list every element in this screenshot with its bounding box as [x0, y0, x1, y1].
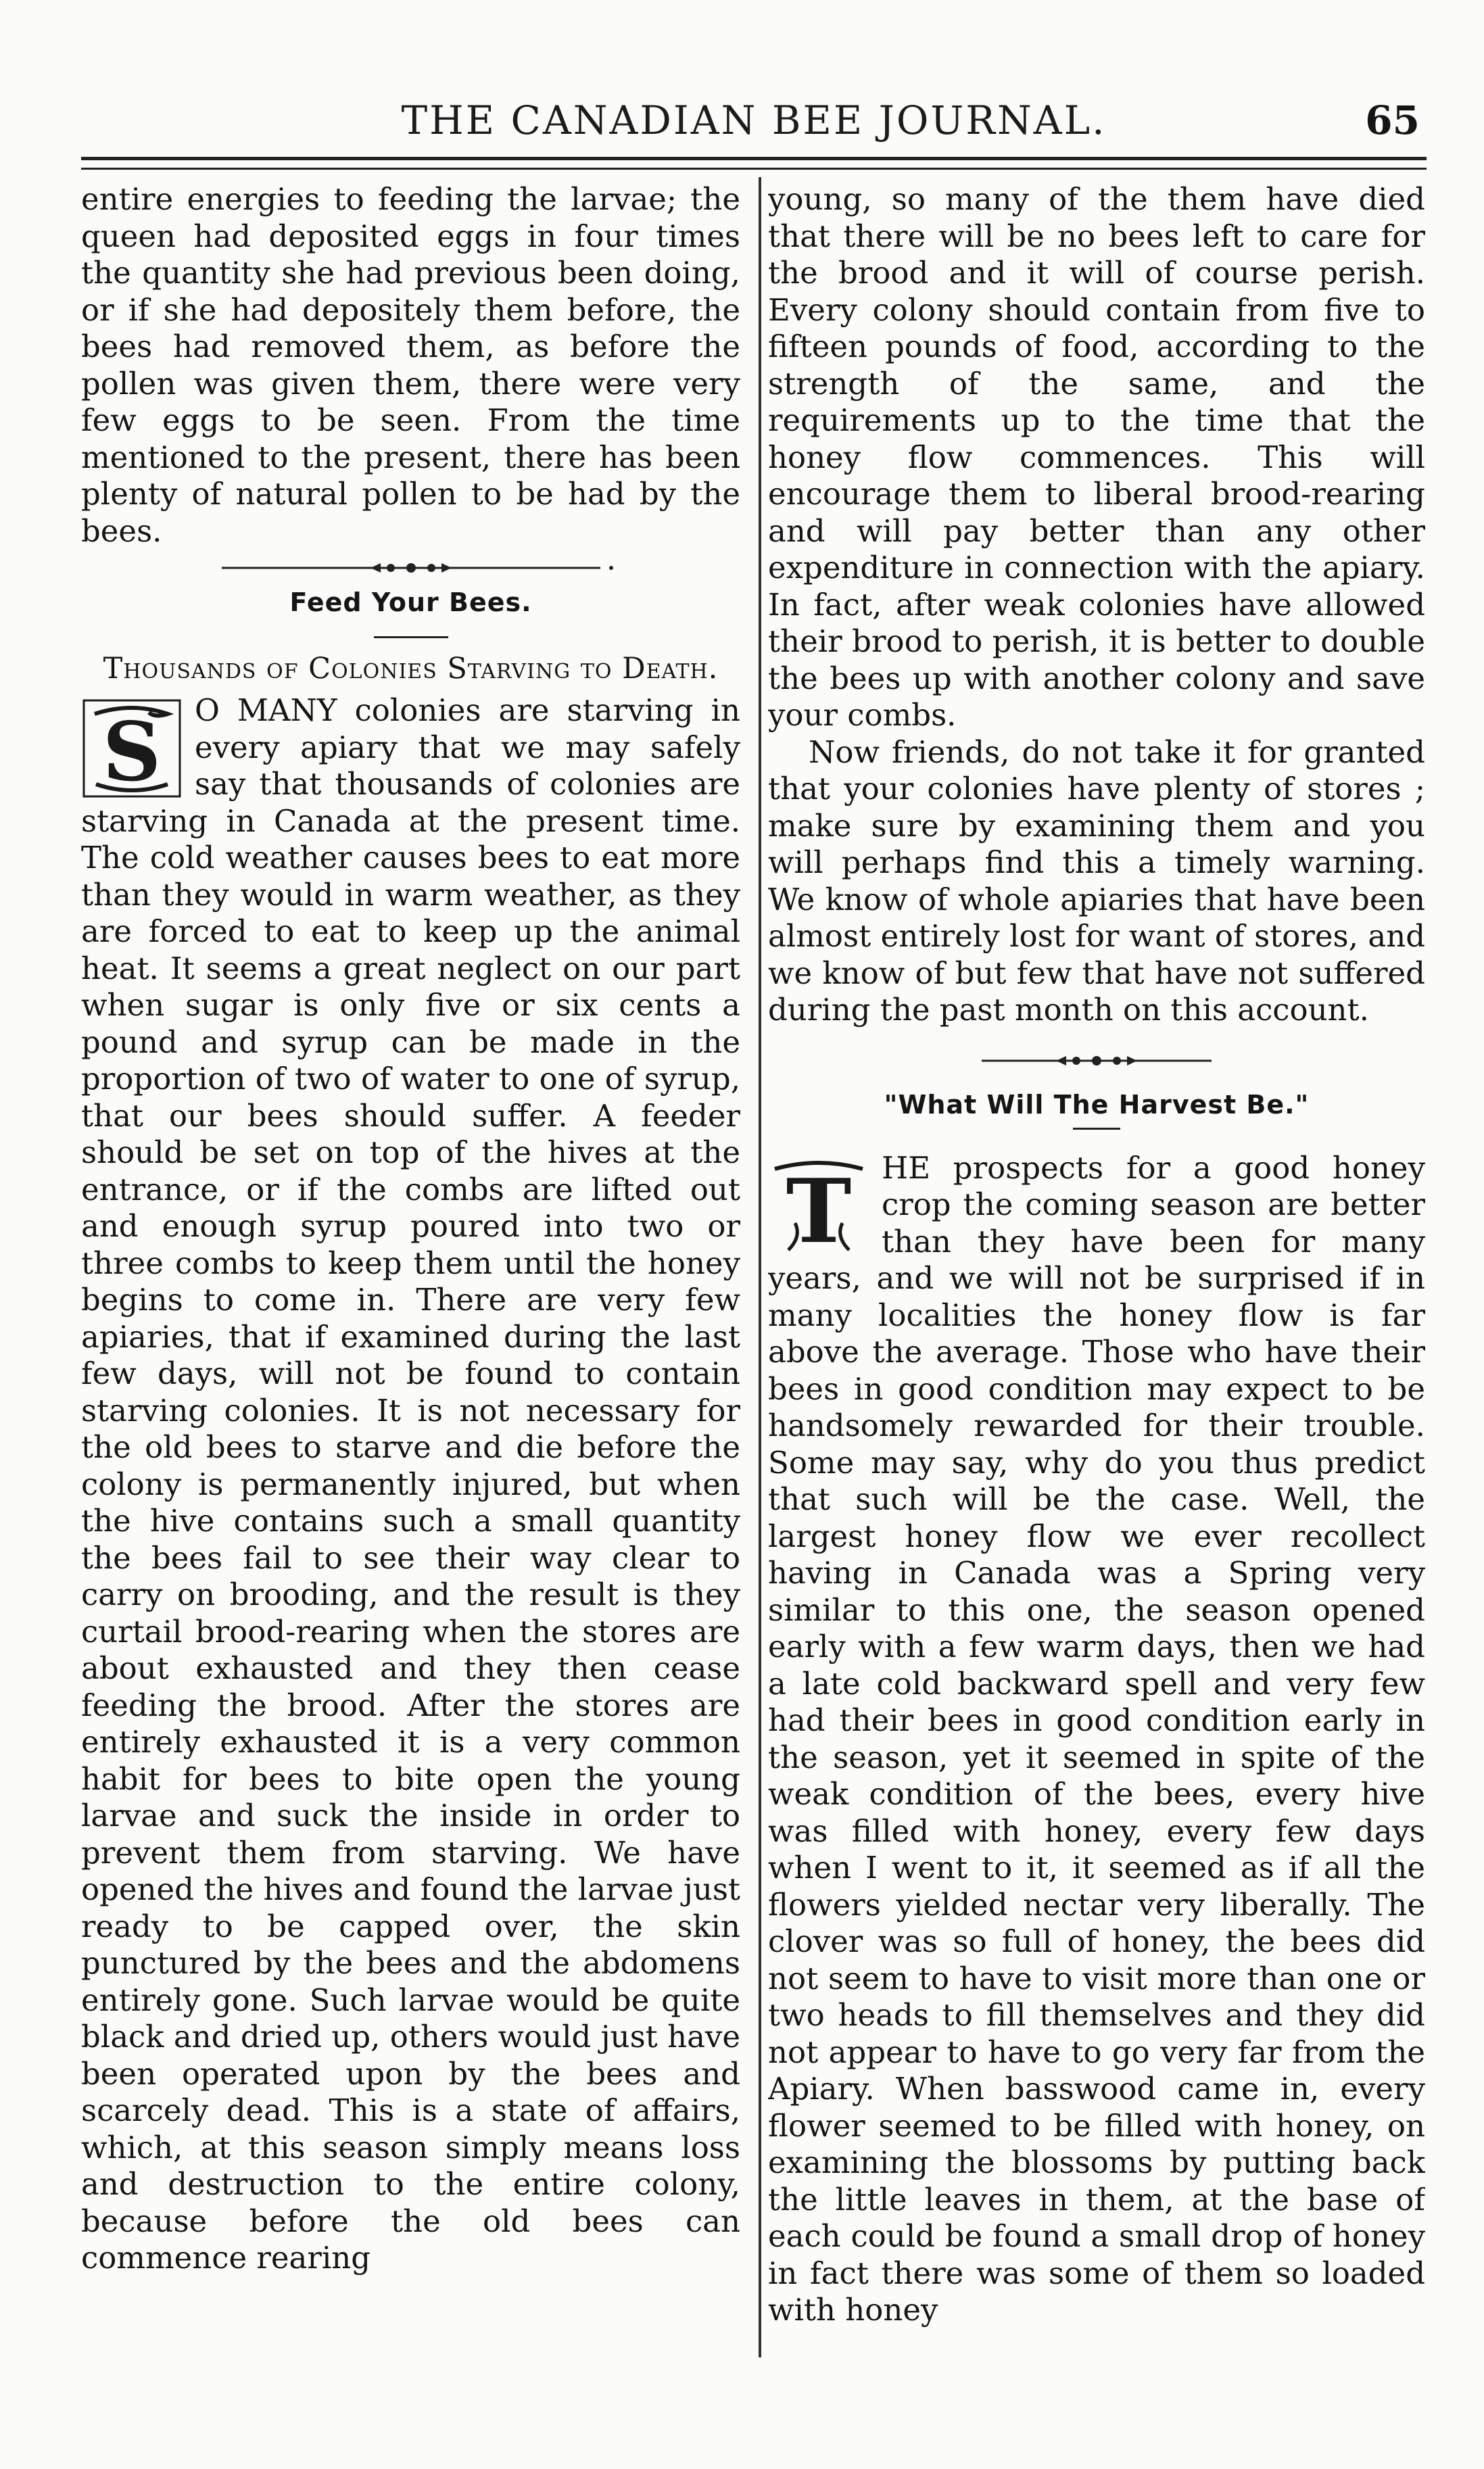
page-number: 65: [1365, 97, 1420, 143]
header-rule-thin: [81, 168, 1427, 170]
article-body-block: [768, 1150, 1425, 2329]
ornament-icon: [208, 556, 614, 579]
journal-title: THE CANADIAN BEE JOURNAL.: [401, 97, 1107, 143]
dropcap-t-icon: [768, 1155, 869, 1257]
dropcap-s: [81, 698, 183, 799]
ornamental-rule: [768, 1049, 1425, 1072]
dropcap-s-letter: S: [102, 704, 162, 799]
article-heading-feed-your-bees: Feed Your Bees.: [289, 588, 532, 617]
article-body-harvest: HE prospects for a good honey crop the coming season are better than they have been for many years, and we will not be surprised if in many localities the honey flow is far above the average. Those who have their bees in good condition may expect to be handsomely rewarded for their trouble. Some may say, why do you thus predict that such will be the case. Well, the largest honey flow we ever recollect having in Canada was a Spring very similar to this one, the season opened early with a few warm days, then we had a late cold backward spell and very few had their bees in good condition early in the season, yet it seemed in spite of the weak condition of the bees, every hive was filled with honey, every few days when I went to it, it seemed as if all the flowers yielded nectar very liberally. The clover was so full of honey, the bees did not seem to have to visit more than one or two heads to fill themselves and they did not appear to have to go very far from the Apiary. When basswood came in, every flower seemed to be filled with honey, on examining the blossoms by putting back the little leaves in them, at the base of each could be found a small drop of honey in fact there was some of them so loaded with honey: [768, 1149, 1425, 2328]
left-column: [81, 181, 740, 2365]
dropcap-t-letter: T: [786, 1159, 852, 1257]
right-column: [768, 181, 1425, 2365]
ornament-icon: [975, 1049, 1218, 1072]
right-continuation-paragraph-2: Now friends, do not take it for granted that your colonies have plenty of stores ; make sure by examining them and you will perhaps find this a timely warning. We know of whole apiaries that have been almost entirely lost for want of stores, and we know of but few that have not suffered during the past month on this account.: [768, 734, 1425, 1028]
article-subheading: Thousands of Colonies Starving to Death.: [103, 652, 719, 686]
column-divider: [759, 177, 761, 2357]
dropcap-s-icon: [81, 698, 183, 799]
short-rule: [374, 636, 448, 638]
dropcap-t: [768, 1155, 869, 1257]
article-body-block: [81, 692, 740, 2277]
article-body-feed-your-bees: O MANY colonies are starving in every apiary that we may safely say that thousands of colonies are starving in Canada at the present time. The cold weather causes bees to eat more than they would in warm weather, as they are forced to eat to keep up the animal heat. It seems a great neglect on our part when sugar is only five or six cents a pound and syrup can be made in the proportion of two of water to one of syrup, that our bees should suffer. A feeder should be set on top of the hives at the entrance, or if the combs are lifted out and enough syrup poured into two or three combs to keep them until the honey begins to come in. There are very few apiaries, that if examined during the last few days, will not be found to contain starving colonies. It is not necessary for the old bees to starve and die before the colony is permanently injured, but when the hive contains such a small quantity the bees fail to see their way clear to carry on brooding, and the result is they curtail brood-rearing when the stores are about exhausted and they then cease feeding the brood. After the stores are entirely exhausted it is a very common habit for bees to bite open the young larvae and suck the inside in order to prevent them from starving. We have opened the hives and found the larvae just ready to be capped over, the skin punctured by the bees and the abdomens entirely gone. Such larvae would be quite black and dried up, others would just have been operated upon by the bees and scarcely dead. This is a state of affairs, which, at this season simply means loss and destruction to the entire colony, because before the old bees can commence rearing: [81, 692, 740, 2276]
right-continuation-paragraph-1: young, so many of the them have died that there will be no bees left to care for the brood and it will of course perish. Every colony should contain from five to fifteen pounds of food, according to the strength of the same, and the requirements up to the time that the honey flow commences. This will encourage them to liberal brood-rearing and will pay better than any other expenditure in connection with the apiary. In fact, after weak colonies have allowed their brood to perish, it is better to double the bees up with another colony and save your combs.: [768, 181, 1425, 733]
ornamental-rule: [81, 556, 740, 579]
short-rule: [1073, 1128, 1120, 1130]
page-header: [81, 93, 1427, 154]
header-rule-thick: [81, 157, 1427, 160]
left-continuation-paragraph: entire energies to feeding the larvae; the queen had deposited eggs in four times the quantity she had previous been doing, or if she had depositely them before, the bees had removed them, as before the pollen was given them, there were very few eggs to be seen. From the time mentioned to the present, there has been plenty of natural pollen to be had by the bees.: [81, 181, 740, 549]
article-heading-harvest: "What Will The Harvest Be.": [884, 1089, 1310, 1120]
